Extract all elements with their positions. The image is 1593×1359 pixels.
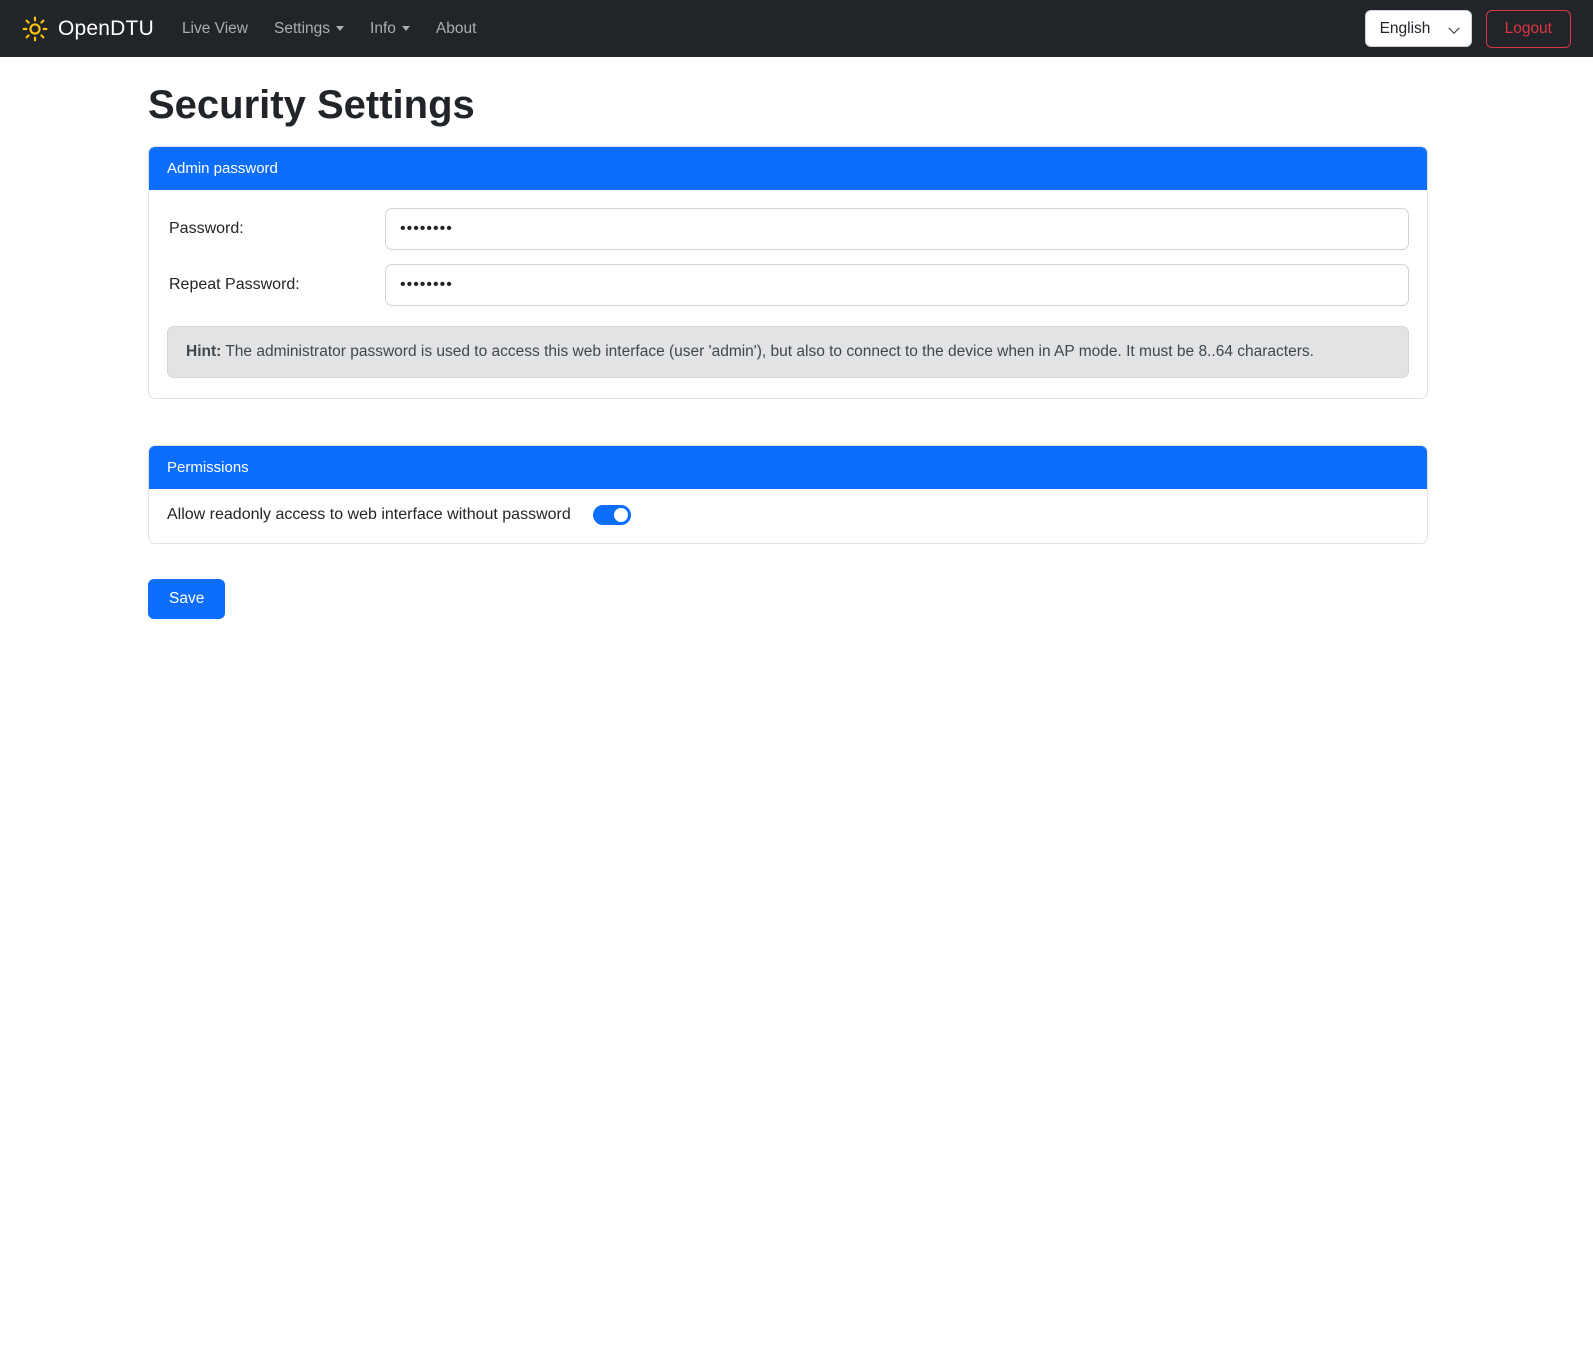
password-hint-text: The administrator password is used to access this web interface (user 'admin'), but also to connect to the device when in AP mode. It must be 8..64 characters. [221,343,1314,360]
brand-title: OpenDTU [58,16,154,40]
language-select[interactable] [1365,10,1472,47]
password-hint [167,326,1409,378]
readonly-access-label: Allow readonly access to web interface without password [167,505,571,523]
top-navbar [0,0,1593,57]
permissions-card-header: Permissions [149,446,1427,489]
password-hint-prefix: Hint: [186,343,222,360]
sun-icon [22,16,48,42]
logout-button[interactable]: Logout [1486,10,1571,48]
page-content [0,83,1593,619]
brand-logo[interactable] [22,16,154,42]
readonly-access-row [149,489,1427,543]
password-label: Password: [169,220,244,237]
nav-item-about[interactable] [436,20,477,38]
save-button[interactable]: Save [148,579,225,619]
repeat-password-row [167,264,1409,306]
nav-item-about-label: About [435,19,477,37]
navbar-actions [1365,10,1571,48]
nav-item-settings-label: Settings [274,19,331,37]
readonly-access-toggle[interactable] [593,505,631,525]
nav-links [182,20,476,38]
content-container [148,146,1428,619]
chevron-down-icon [336,26,344,31]
page-title: Security Settings [148,83,475,127]
admin-password-card-header: Admin password [149,147,1427,190]
nav-item-info-label: Info [370,19,396,37]
password-input[interactable] [385,208,1409,250]
nav-item-settings[interactable] [274,20,344,38]
admin-password-card [148,146,1428,399]
nav-item-info[interactable] [370,20,410,38]
permissions-card [148,445,1428,544]
repeat-password-input[interactable] [385,264,1409,306]
language-select-wrapper [1365,10,1472,47]
chevron-down-icon [402,26,410,31]
repeat-password-label: Repeat Password: [169,276,300,293]
toggle-knob [614,508,628,522]
nav-item-live-view[interactable] [182,20,248,38]
password-row [167,208,1409,250]
admin-password-card-body [149,190,1427,398]
nav-item-live-view-label: Live View [181,19,248,37]
